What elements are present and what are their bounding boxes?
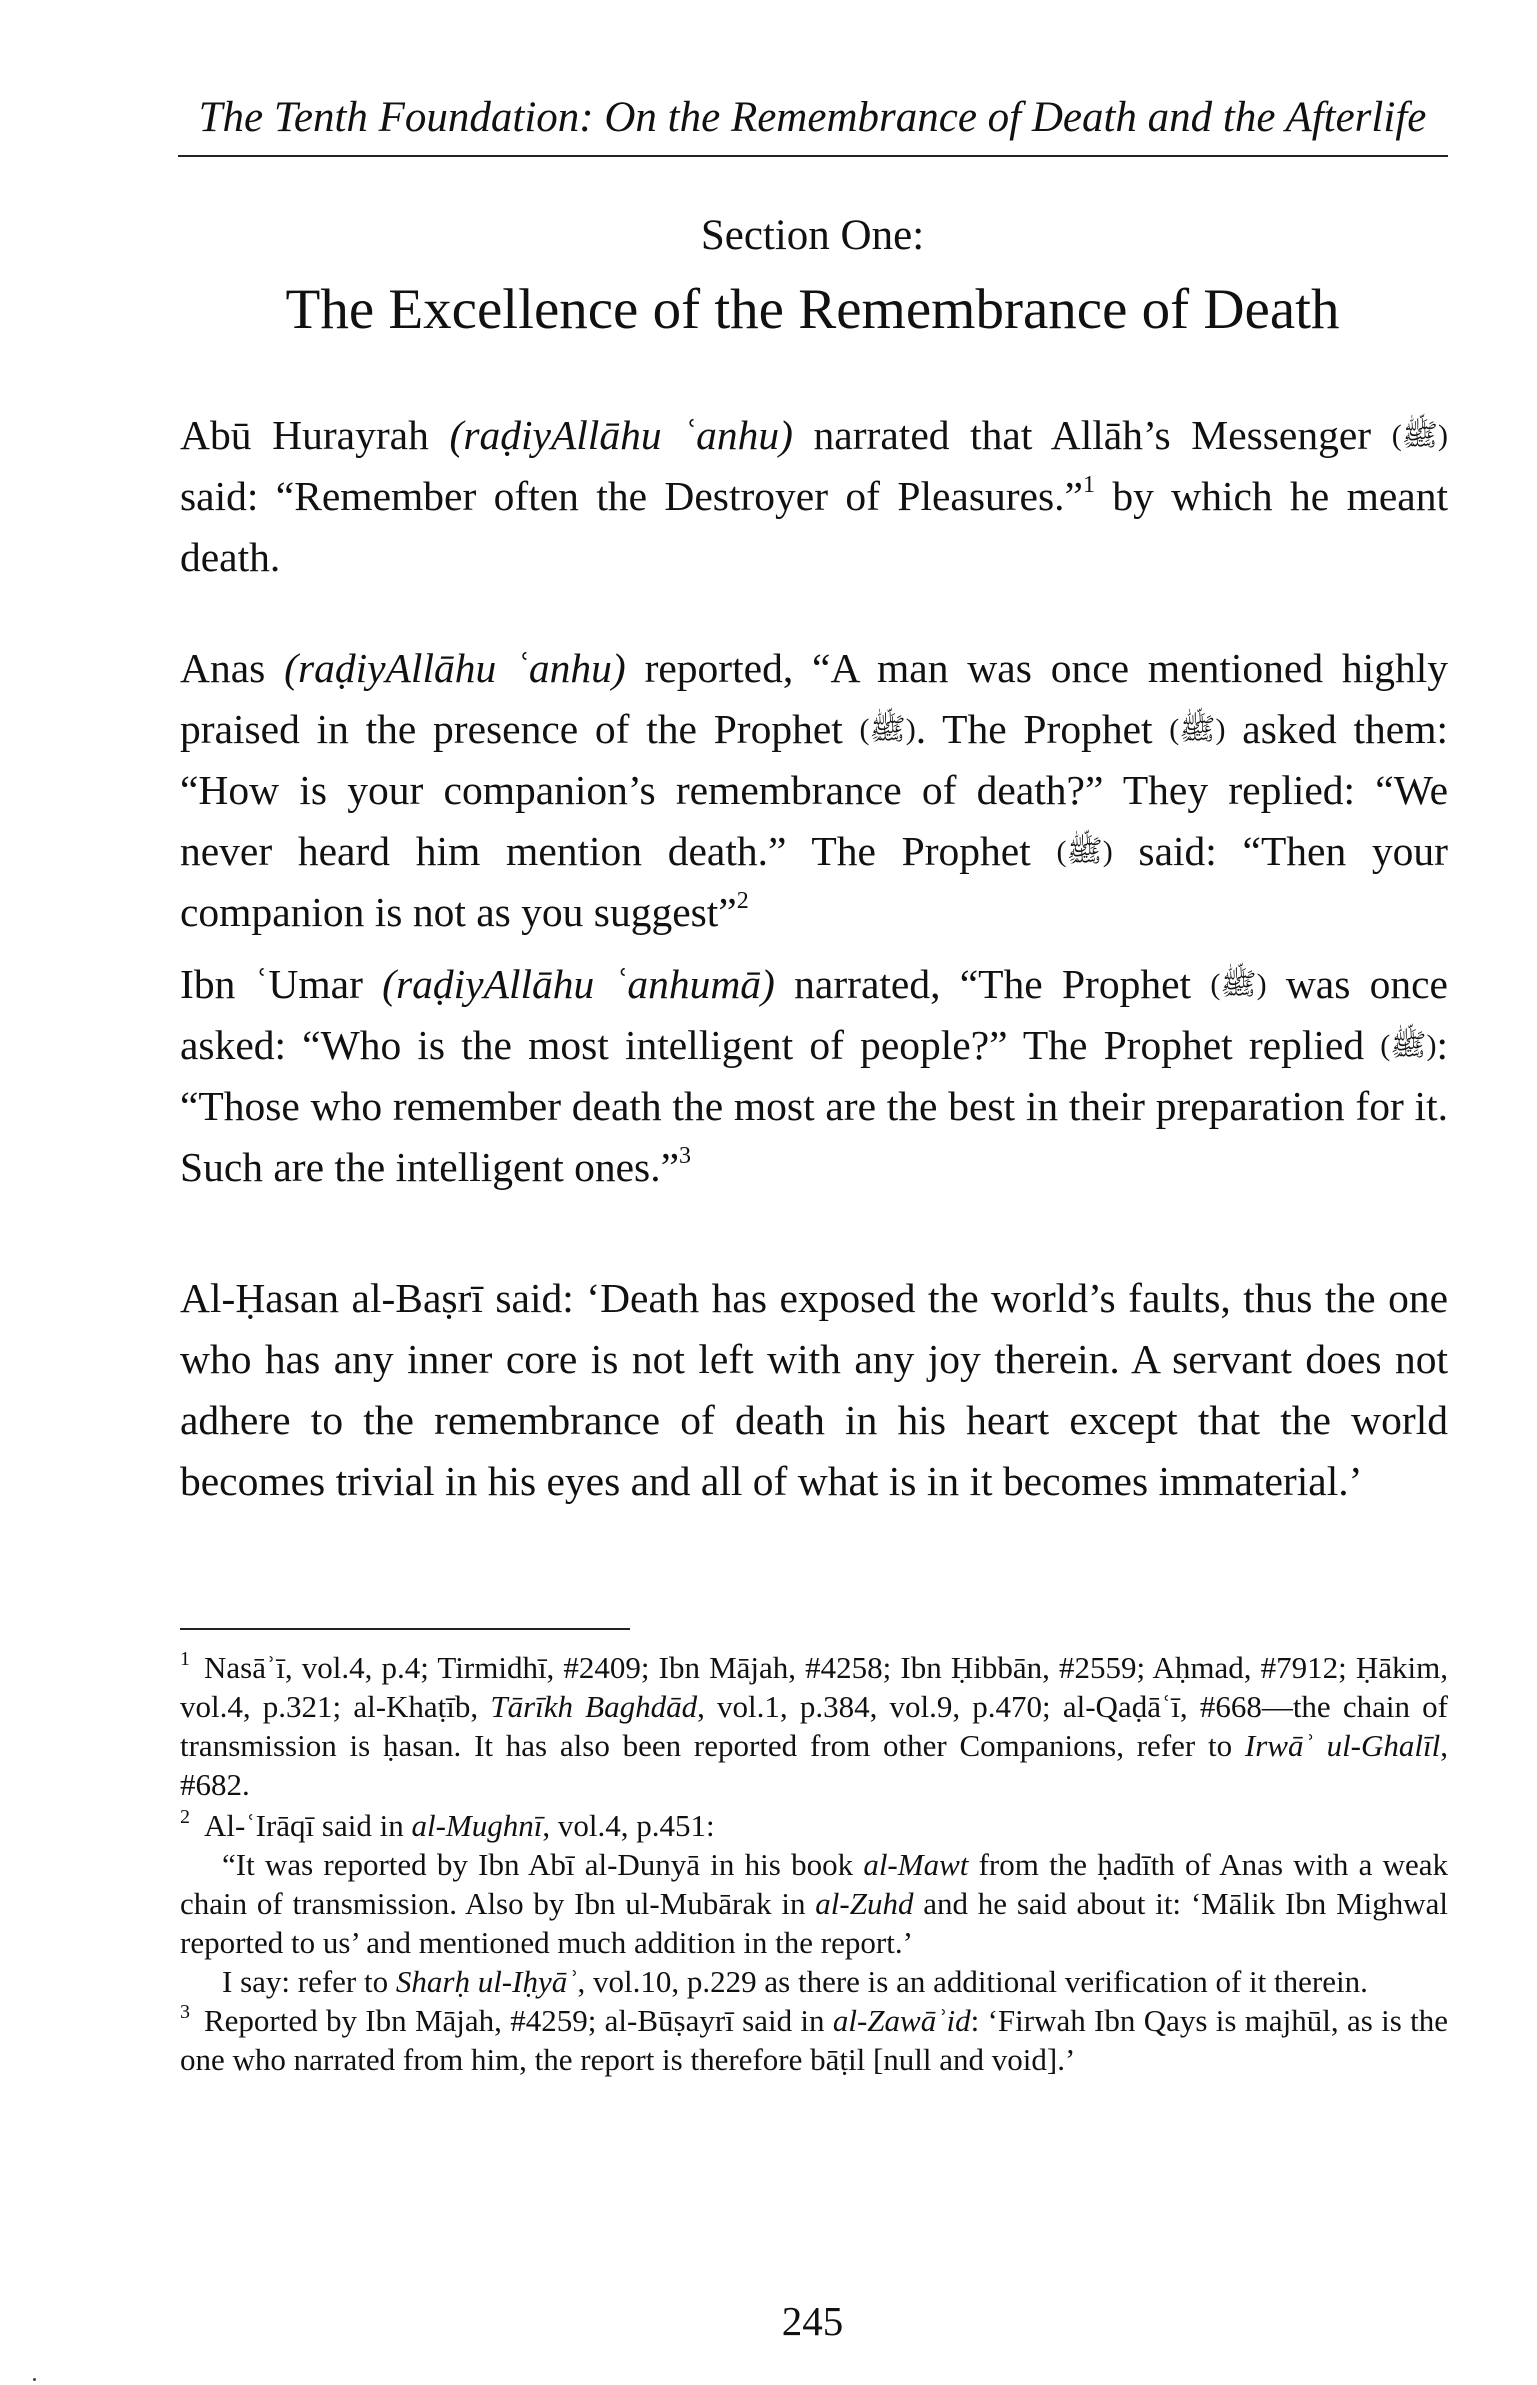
- honorific: (raḍiyAllāhu ʿanhu): [284, 645, 626, 691]
- paragraph-ibn-umar: [180, 954, 1448, 1198]
- text: Nasāʾī, vol.4, p.4; Tirmidhī, #2409; Ibn Mājah, #4258; Ibn Ḥibbān, #2559; Aḥmad, #7912; Ḥākim, vol.4, p.321; al-Khaṭīb,: [180, 1650, 1448, 1724]
- text: : “Those who remember death the most are the best in their preparation for it. Such are the intelligent ones.”: [180, 1022, 1448, 1190]
- text: , vol.4, p.451:: [542, 1808, 715, 1843]
- text: “It was reported by Ibn Abī al-Dunyā in his book: [222, 1847, 864, 1882]
- text: Ibn ʿUmar: [180, 961, 383, 1007]
- footnote-2: [180, 1806, 1448, 1845]
- book-title: Sharḥ ul-Iḥyāʾ: [395, 1964, 578, 1999]
- text: Abū Hurayrah: [180, 412, 450, 458]
- section-title: The Excellence of the Remembrance of Death: [285, 278, 1340, 341]
- text: narrated, “The Prophet: [774, 961, 1211, 1007]
- text: Anas: [180, 645, 285, 691]
- page-number: 245: [781, 2298, 844, 2344]
- honorific: (raḍiyAllāhu ʿanhumā): [382, 961, 775, 1007]
- footnote-number: 1: [180, 1648, 190, 1670]
- text: and he said about it: ‘Mālik Ibn Mighwal reported to us’ and mentioned much addition in the report.’: [180, 1886, 1449, 1960]
- scan-speck: [33, 2378, 36, 2381]
- honorific: (raḍiyAllāhu ʿanhu): [449, 412, 793, 458]
- footnote-3: [180, 2001, 1448, 2079]
- footnote-number: 2: [180, 1806, 190, 1828]
- footnote-ref[interactable]: 2: [736, 888, 749, 914]
- text: , vol.10, p.229 as there is an additional verification of it therein.: [577, 1964, 1368, 1999]
- salutation-symbol: (ﷺ): [1380, 1029, 1437, 1062]
- footnote-ref[interactable]: 1: [1082, 472, 1095, 498]
- paragraph-anas: [180, 638, 1448, 943]
- book-title: al-Zuhd: [815, 1886, 914, 1921]
- footnote-rule: [180, 1628, 630, 1630]
- book-title: al-Zawāʾid: [832, 2003, 971, 2038]
- text: by which he meant death.: [180, 473, 1448, 580]
- paragraph-al-hasan: Al-Ḥasan al-Baṣrī said: ‘Death has exposed the world’s faults, thus the one who has any inner core is not left with any joy therein. A servant does not adhere to the remembrance of death in his heart except that the world becomes trivial in his eyes and all of what is in it becomes immaterial.’: [180, 1275, 1448, 1504]
- book-title: Irwāʾ ul-Ghalīl: [1244, 1728, 1441, 1763]
- section-label: Section One:: [700, 212, 925, 259]
- footnote-2-quote: [180, 1845, 1448, 1962]
- salutation-symbol: (ﷺ): [1056, 835, 1113, 868]
- text: asked them: “How is your companion’s remembrance of death?” They replied: “We never heard him mention death.” The Prophet: [180, 706, 1449, 874]
- text: narrated that Allāh’s Messenger: [792, 412, 1392, 458]
- paragraph-abu-hurayrah: [180, 405, 1448, 588]
- header-rule: [178, 155, 1448, 157]
- text: I say: refer to: [222, 1964, 396, 1999]
- footnote-2-comment: [180, 1962, 1448, 2001]
- book-page: [175, 0, 1450, 2385]
- text: Reported by Ibn Mājah, #4259; al-Būṣayrī said in: [204, 2003, 833, 2038]
- text: , vol.1, p.384, vol.9, p.470; al-Qaḍāʿī, #668—the chain of transmission is ḥasan. It has also been reported from other Companions, refer to: [180, 1689, 1448, 1763]
- text: , #682.: [180, 1728, 1448, 1802]
- running-header: The Tenth Foundation: On the Remembrance of Death and the Afterlife: [198, 94, 1427, 141]
- book-title: Tārīkh Baghdād: [490, 1689, 698, 1724]
- salutation-symbol: (ﷺ): [1169, 713, 1226, 746]
- footnote-ref[interactable]: 3: [679, 1143, 691, 1169]
- footnote-1: [180, 1648, 1448, 1804]
- text: said: “Remember often the Destroyer of Pleasures.”: [180, 473, 1083, 519]
- text: said: “Then your companion is not as you suggest”: [180, 828, 1448, 935]
- salutation-symbol: (ﷺ): [1391, 419, 1448, 452]
- text: was once asked: “Who is the most intelligent of people?” The Prophet replied: [180, 961, 1448, 1068]
- salutation-symbol: (ﷺ): [1210, 968, 1267, 1001]
- text: Al-ʿIrāqī said in: [204, 1808, 412, 1843]
- salutation-symbol: (ﷺ): [859, 713, 916, 746]
- footnote-number: 3: [180, 2001, 190, 2023]
- text: reported, “A man was once mentioned highly praised in the presence of the Prophet: [180, 645, 1448, 752]
- book-title: al-Mughnī: [411, 1808, 543, 1843]
- text: from the ḥadīth of Anas with a weak chain of transmission. Also by Ibn ul-Mubārak in: [180, 1847, 1448, 1921]
- book-title: al-Mawt: [863, 1847, 969, 1882]
- text: : ‘Firwah Ibn Qays is majhūl, as is the one who narrated from him, the report is therefore bāṭil [null and void].’: [180, 2003, 1448, 2077]
- text: . The Prophet: [915, 706, 1170, 752]
